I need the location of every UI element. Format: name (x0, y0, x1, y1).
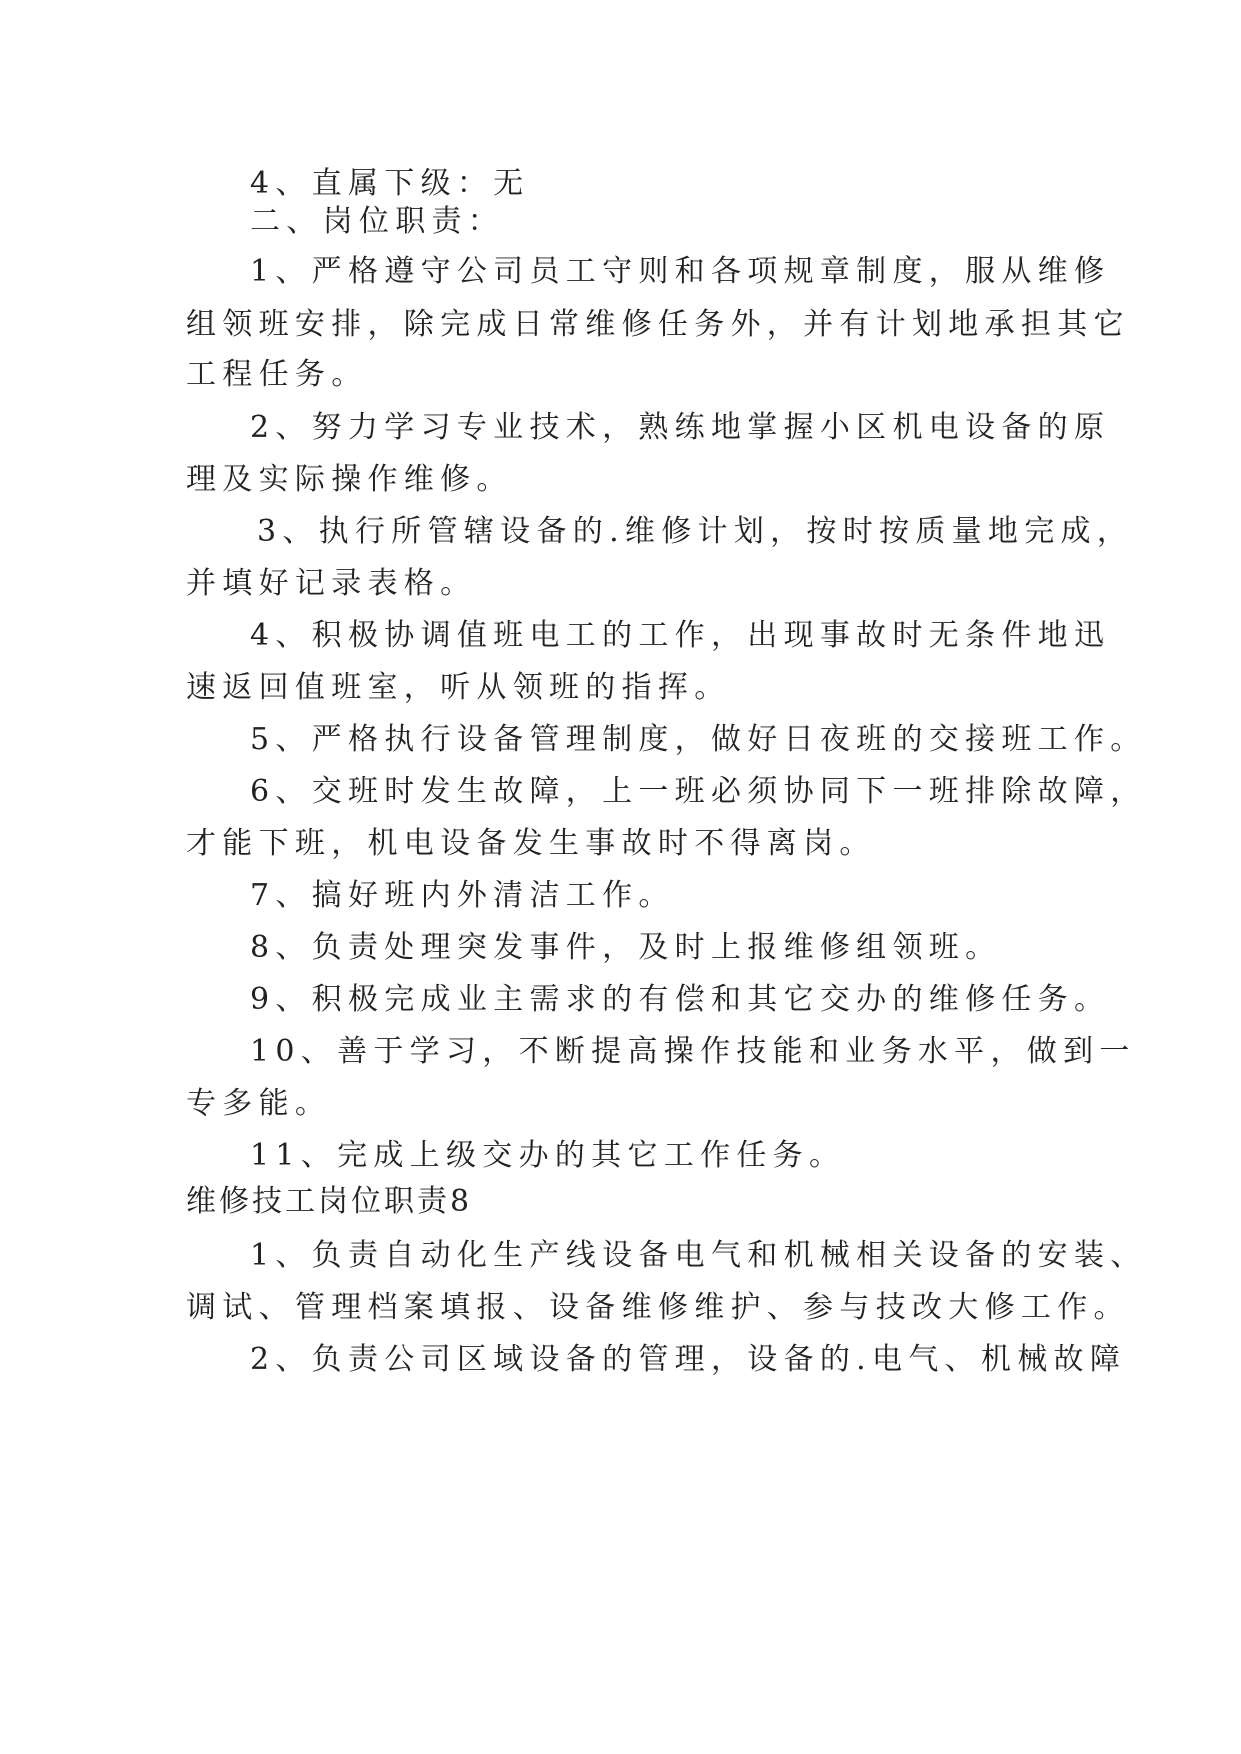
text-line: 调试、管理档案填报、设备维修维护、参与技改大修工作。 (186, 1290, 1130, 1325)
text-line: 理及实际操作维修。 (186, 462, 513, 497)
text-line: 速返回值班室，听从领班的指挥。 (186, 670, 731, 705)
text-line: 并填好记录表格。 (186, 566, 477, 601)
text-line: 7、搞好班内外清洁工作。 (250, 878, 675, 913)
text-line: 4、直属下级：无 (250, 166, 530, 201)
section-heading: 二、岗位职责： (250, 204, 505, 239)
text-line: 11、完成上级交办的其它工作任务。 (250, 1138, 846, 1173)
text-line: 1、严格遵守公司员工守则和各项规章制度，服从维修 (250, 254, 1111, 289)
text-line: 5、严格执行设备管理制度，做好日夜班的交接班工作。 (250, 722, 1147, 757)
text-line: 才能下班，机电设备发生事故时不得离岗。 (186, 826, 876, 861)
section-title: 维修技工岗位职责8 (186, 1184, 473, 1219)
text-line: 工程任务。 (186, 357, 368, 392)
text-line: 10、善于学习，不断提高操作技能和业务水平，做到一 (250, 1034, 1136, 1069)
text-line: 6、交班时发生故障，上一班必须协同下一班排除故障， (250, 774, 1147, 809)
text-line: 8、负责处理突发事件，及时上报维修组领班。 (250, 930, 1002, 965)
text-line: 2、负责公司区域设备的管理，设备的.电气、机械故障 (250, 1342, 1127, 1377)
text-line: 组领班安排，除完成日常维修任务外，并有计划地承担其它 (186, 307, 1130, 342)
text-line: 1、负责自动化生产线设备电气和机械相关设备的安装、 (250, 1238, 1147, 1273)
text-line: 2、努力学习专业技术，熟练地掌握小区机电设备的原 (250, 410, 1111, 445)
text-line: 4、积极协调值班电工的工作，出现事故时无条件地迅 (250, 618, 1111, 653)
text-line: 专多能。 (186, 1086, 332, 1121)
text-line: 3、执行所管辖设备的.维修计划，按时按质量地完成， (257, 514, 1134, 549)
text-line: 9、积极完成业主需求的有偿和其它交办的维修任务。 (250, 982, 1111, 1017)
